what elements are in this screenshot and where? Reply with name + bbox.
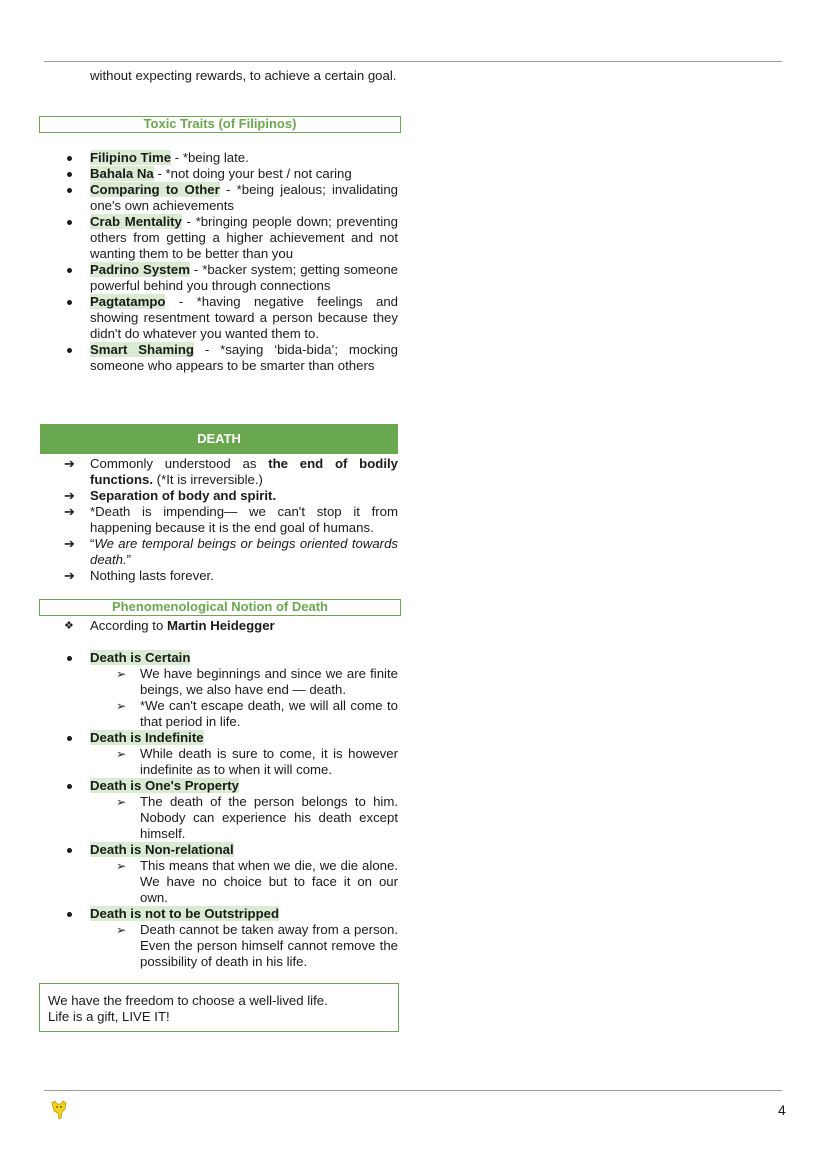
triangle-icon: ➢ [116,747,127,761]
section-title [40,778,398,794]
arrow-icon: ➔ [64,568,76,583]
closing-line-2: Life is a gift, LIVE IT! [48,1009,170,1024]
phenomenological-heading-text: Phenomenological Notion of Death [112,599,328,614]
title: Death is Certain [90,650,191,665]
term: Filipino Time [90,150,172,165]
triangle-icon: ➢ [116,859,127,873]
intro-paragraph [40,68,398,84]
death-heading-text: DEATH [197,431,241,446]
term: Comparing to Other [90,182,220,197]
bullet-icon [67,268,72,273]
list-item [40,182,398,214]
sub-item [40,922,398,970]
open-quote: “ [90,536,95,551]
sub-item [40,794,398,842]
text: This means that when we die, we die alone. We have no choice but to face it on our own. [140,858,398,905]
bullet-icon [67,300,72,305]
bullet-icon [67,912,72,917]
bullet-icon [67,220,72,225]
list-item [40,150,398,166]
text: We have beginnings and since we are finite beings, we also have end — death. [140,666,398,697]
section-title [40,650,398,666]
bullet-icon [67,188,72,193]
text: The death of the person belongs to him. Nobody can experience his death except himself. [140,794,398,841]
description: - *backer system; getting someone powerful behind you through connections [90,262,398,293]
arrow-icon: ➔ [64,488,76,503]
closing-line-1: We have the freedom to choose a well-lived life. [48,993,328,1008]
closing-box [39,983,399,1032]
text: *Death is impending— we can't stop it from happening because it is the end goal of humans. [90,504,398,535]
spacer [40,634,398,650]
bullet-icon [67,348,72,353]
triangle-icon: ➢ [116,667,127,681]
bold-text: the end of bodily functions. [90,456,398,487]
bullet-icon [67,784,72,789]
text: *We can't escape death, we will all come to that period in life. [140,698,398,729]
sub-item [40,666,398,698]
toxic-traits-heading-text: Toxic Traits (of Filipinos) [143,116,297,131]
philosopher-name: Martin Heidegger [166,618,275,633]
bullet-icon [67,736,72,741]
text: According to [90,618,167,633]
text: Death cannot be taken away from a person. Even the person himself cannot remove the possibility of death in his life. [140,922,398,969]
list-item [40,568,398,584]
section-title [40,730,398,746]
arrow-icon: ➔ [64,504,76,519]
page-number: 4 [778,1102,786,1118]
close-quote: ” [126,552,132,567]
list-item [40,262,398,294]
list-item [40,456,398,488]
text: While death is sure to come, it is however indefinite as to when it will come. [140,746,398,777]
sub-item [40,858,398,906]
footer-rule [44,1090,782,1091]
description: - *not doing your best / not caring [153,166,352,181]
toxic-traits-heading [39,116,401,133]
section-title [40,906,398,922]
triangle-icon: ➢ [116,923,127,937]
term: Crab Mentality [90,214,182,229]
death-heading [40,424,398,454]
sub-item [40,746,398,778]
triangle-icon: ➢ [116,699,127,713]
diamond-icon: ❖ [64,620,74,632]
mascot-logo-icon [50,1100,68,1120]
description: - *bringing people down; preventing others from getting a higher achievement and not wanting them to be better than you [90,214,398,261]
according-line [40,618,398,634]
header-rule [44,61,782,62]
text: (*It is irreversible.) [153,472,263,487]
description: - *having negative feelings and showing resentment toward a person because they didn't do whatever you wanted them to. [90,294,398,341]
term: Smart Shaming [90,342,194,357]
list-item [40,294,398,342]
title: Death is One's Property [90,778,239,793]
bullet-icon [67,848,72,853]
text: Commonly understood as [90,456,269,471]
phenomenological-heading [39,599,401,616]
list-item [40,342,398,374]
list-item [40,166,398,182]
title: Death is not to be Outstripped [90,906,280,921]
death-points [40,456,398,584]
title: Death is Non-relational [90,842,234,857]
triangle-icon: ➢ [116,795,127,809]
description: - *being late. [171,150,249,165]
bullet-icon [67,656,72,661]
intro-text: without expecting rewards, to achieve a certain goal. [90,68,397,83]
italic-quote: We are temporal beings or beings oriented towards death. [90,536,398,567]
list-item [40,488,398,504]
arrow-icon: ➔ [64,456,76,471]
bullet-icon [67,156,72,161]
list-item [40,504,398,536]
description: - *saying ‘bida-bida’; mocking someone who appears to be smarter than others [90,342,399,373]
section-title [40,842,398,858]
sub-item [40,698,398,730]
arrow-icon: ➔ [64,536,76,551]
term: Padrino System [90,262,190,277]
bold-text: Separation of body and spirit. [90,488,277,503]
list-item [40,536,398,568]
list-item [40,214,398,262]
term: Pagtatampo [90,294,166,309]
term: Bahala Na [90,166,154,181]
bullet-icon [67,172,72,177]
toxic-traits-list [40,150,398,374]
description: - *being jealous; invalidating one's own achievements [90,182,398,213]
title: Death is Indefinite [90,730,204,745]
phenomenological-content [40,618,398,970]
text: Nothing lasts forever. [90,568,214,583]
